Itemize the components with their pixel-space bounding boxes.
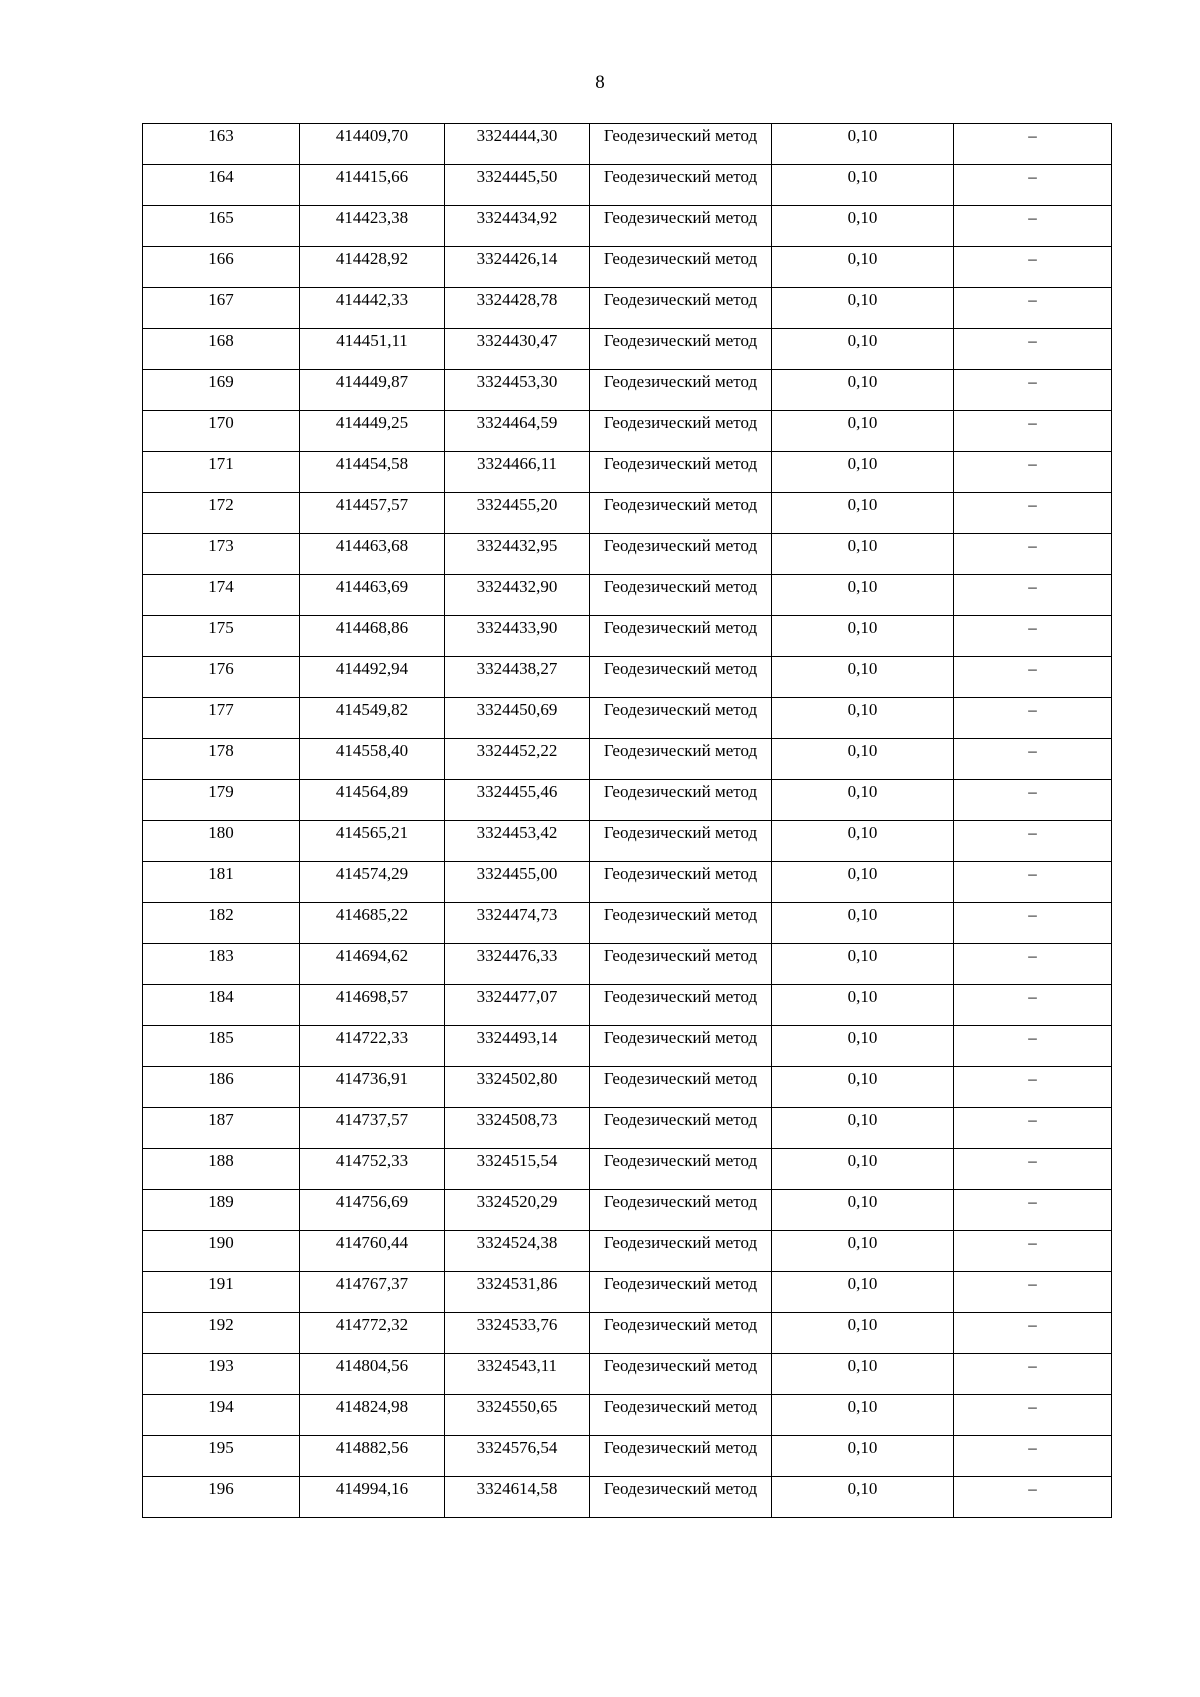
accuracy-cell: 0,10 [772, 1436, 954, 1477]
accuracy-cell: 0,10 [772, 1313, 954, 1354]
table-row [143, 821, 1112, 862]
y-coordinate-cell: 3324466,11 [445, 452, 590, 493]
point-number-cell: 190 [143, 1231, 300, 1272]
method-cell: Геодезический метод [590, 1477, 772, 1518]
point-number-cell: 180 [143, 821, 300, 862]
method-cell: Геодезический метод [590, 411, 772, 452]
note-cell: – [954, 944, 1112, 985]
y-coordinate-cell: 3324428,78 [445, 288, 590, 329]
x-coordinate-cell: 414824,98 [300, 1395, 445, 1436]
x-coordinate-cell: 414574,29 [300, 862, 445, 903]
table-row [143, 206, 1112, 247]
x-coordinate-cell: 414463,69 [300, 575, 445, 616]
method-cell: Геодезический метод [590, 780, 772, 821]
note-cell: – [954, 1395, 1112, 1436]
method-cell: Геодезический метод [590, 903, 772, 944]
x-coordinate-cell: 414449,87 [300, 370, 445, 411]
y-coordinate-cell: 3324533,76 [445, 1313, 590, 1354]
y-coordinate-cell: 3324474,73 [445, 903, 590, 944]
point-number-cell: 189 [143, 1190, 300, 1231]
note-cell: – [954, 985, 1112, 1026]
x-coordinate-cell: 414463,68 [300, 534, 445, 575]
y-coordinate-cell: 3324502,80 [445, 1067, 590, 1108]
point-number-cell: 178 [143, 739, 300, 780]
x-coordinate-cell: 414698,57 [300, 985, 445, 1026]
x-coordinate-cell: 414756,69 [300, 1190, 445, 1231]
point-number-cell: 185 [143, 1026, 300, 1067]
y-coordinate-cell: 3324614,58 [445, 1477, 590, 1518]
x-coordinate-cell: 414423,38 [300, 206, 445, 247]
note-cell: – [954, 534, 1112, 575]
note-cell: – [954, 780, 1112, 821]
table-row [143, 329, 1112, 370]
table-row [143, 1395, 1112, 1436]
point-number-cell: 195 [143, 1436, 300, 1477]
note-cell: – [954, 452, 1112, 493]
accuracy-cell: 0,10 [772, 657, 954, 698]
note-cell: – [954, 1149, 1112, 1190]
table-row [143, 1272, 1112, 1313]
x-coordinate-cell: 414760,44 [300, 1231, 445, 1272]
note-cell: – [954, 1190, 1112, 1231]
accuracy-cell: 0,10 [772, 862, 954, 903]
point-number-cell: 171 [143, 452, 300, 493]
note-cell: – [954, 1067, 1112, 1108]
table-row [143, 1354, 1112, 1395]
table-row [143, 780, 1112, 821]
y-coordinate-cell: 3324576,54 [445, 1436, 590, 1477]
accuracy-cell: 0,10 [772, 903, 954, 944]
y-coordinate-cell: 3324477,07 [445, 985, 590, 1026]
method-cell: Геодезический метод [590, 1190, 772, 1231]
y-coordinate-cell: 3324430,47 [445, 329, 590, 370]
table-row [143, 657, 1112, 698]
y-coordinate-cell: 3324444,30 [445, 124, 590, 165]
note-cell: – [954, 1231, 1112, 1272]
y-coordinate-cell: 3324515,54 [445, 1149, 590, 1190]
y-coordinate-cell: 3324476,33 [445, 944, 590, 985]
x-coordinate-cell: 414428,92 [300, 247, 445, 288]
y-coordinate-cell: 3324455,00 [445, 862, 590, 903]
method-cell: Геодезический метод [590, 1026, 772, 1067]
accuracy-cell: 0,10 [772, 124, 954, 165]
point-number-cell: 169 [143, 370, 300, 411]
note-cell: – [954, 124, 1112, 165]
y-coordinate-cell: 3324452,22 [445, 739, 590, 780]
point-number-cell: 167 [143, 288, 300, 329]
accuracy-cell: 0,10 [772, 411, 954, 452]
y-coordinate-cell: 3324426,14 [445, 247, 590, 288]
note-cell: – [954, 739, 1112, 780]
method-cell: Геодезический метод [590, 985, 772, 1026]
x-coordinate-cell: 414468,86 [300, 616, 445, 657]
table-row [143, 985, 1112, 1026]
method-cell: Геодезический метод [590, 247, 772, 288]
note-cell: – [954, 1272, 1112, 1313]
method-cell: Геодезический метод [590, 821, 772, 862]
x-coordinate-cell: 414767,37 [300, 1272, 445, 1313]
x-coordinate-cell: 414457,57 [300, 493, 445, 534]
note-cell: – [954, 862, 1112, 903]
x-coordinate-cell: 414737,57 [300, 1108, 445, 1149]
accuracy-cell: 0,10 [772, 1067, 954, 1108]
y-coordinate-cell: 3324531,86 [445, 1272, 590, 1313]
accuracy-cell: 0,10 [772, 1231, 954, 1272]
method-cell: Геодезический метод [590, 329, 772, 370]
note-cell: – [954, 165, 1112, 206]
x-coordinate-cell: 414492,94 [300, 657, 445, 698]
table-row [143, 370, 1112, 411]
note-cell: – [954, 329, 1112, 370]
table-row [143, 862, 1112, 903]
note-cell: – [954, 493, 1112, 534]
y-coordinate-cell: 3324453,42 [445, 821, 590, 862]
point-number-cell: 173 [143, 534, 300, 575]
x-coordinate-cell: 414685,22 [300, 903, 445, 944]
table-row [143, 1067, 1112, 1108]
point-number-cell: 179 [143, 780, 300, 821]
method-cell: Геодезический метод [590, 452, 772, 493]
x-coordinate-cell: 414442,33 [300, 288, 445, 329]
y-coordinate-cell: 3324455,46 [445, 780, 590, 821]
table-row [143, 1026, 1112, 1067]
note-cell: – [954, 821, 1112, 862]
y-coordinate-cell: 3324450,69 [445, 698, 590, 739]
method-cell: Геодезический метод [590, 288, 772, 329]
method-cell: Геодезический метод [590, 165, 772, 206]
table-row [143, 165, 1112, 206]
x-coordinate-cell: 414772,32 [300, 1313, 445, 1354]
point-number-cell: 176 [143, 657, 300, 698]
x-coordinate-cell: 414564,89 [300, 780, 445, 821]
accuracy-cell: 0,10 [772, 1026, 954, 1067]
point-number-cell: 168 [143, 329, 300, 370]
x-coordinate-cell: 414994,16 [300, 1477, 445, 1518]
y-coordinate-cell: 3324520,29 [445, 1190, 590, 1231]
table-row [143, 1149, 1112, 1190]
table-row [143, 1231, 1112, 1272]
point-number-cell: 188 [143, 1149, 300, 1190]
method-cell: Геодезический метод [590, 575, 772, 616]
note-cell: – [954, 1436, 1112, 1477]
x-coordinate-cell: 414722,33 [300, 1026, 445, 1067]
accuracy-cell: 0,10 [772, 1272, 954, 1313]
point-number-cell: 192 [143, 1313, 300, 1354]
accuracy-cell: 0,10 [772, 821, 954, 862]
y-coordinate-cell: 3324493,14 [445, 1026, 590, 1067]
point-number-cell: 194 [143, 1395, 300, 1436]
point-number-cell: 184 [143, 985, 300, 1026]
x-coordinate-cell: 414804,56 [300, 1354, 445, 1395]
method-cell: Геодезический метод [590, 1067, 772, 1108]
accuracy-cell: 0,10 [772, 247, 954, 288]
note-cell: – [954, 1108, 1112, 1149]
accuracy-cell: 0,10 [772, 1149, 954, 1190]
y-coordinate-cell: 3324524,38 [445, 1231, 590, 1272]
method-cell: Геодезический метод [590, 1395, 772, 1436]
coordinates-table [142, 123, 1112, 1518]
y-coordinate-cell: 3324508,73 [445, 1108, 590, 1149]
accuracy-cell: 0,10 [772, 452, 954, 493]
point-number-cell: 163 [143, 124, 300, 165]
note-cell: – [954, 575, 1112, 616]
note-cell: – [954, 903, 1112, 944]
note-cell: – [954, 247, 1112, 288]
method-cell: Геодезический метод [590, 862, 772, 903]
table-row [143, 1436, 1112, 1477]
x-coordinate-cell: 414549,82 [300, 698, 445, 739]
method-cell: Геодезический метод [590, 1272, 772, 1313]
x-coordinate-cell: 414565,21 [300, 821, 445, 862]
point-number-cell: 187 [143, 1108, 300, 1149]
point-number-cell: 193 [143, 1354, 300, 1395]
method-cell: Геодезический метод [590, 1313, 772, 1354]
y-coordinate-cell: 3324438,27 [445, 657, 590, 698]
table-row [143, 124, 1112, 165]
method-cell: Геодезический метод [590, 534, 772, 575]
point-number-cell: 172 [143, 493, 300, 534]
point-number-cell: 181 [143, 862, 300, 903]
table-row [143, 1477, 1112, 1518]
table-row [143, 698, 1112, 739]
note-cell: – [954, 657, 1112, 698]
y-coordinate-cell: 3324434,92 [445, 206, 590, 247]
accuracy-cell: 0,10 [772, 575, 954, 616]
accuracy-cell: 0,10 [772, 698, 954, 739]
table-row [143, 247, 1112, 288]
note-cell: – [954, 1354, 1112, 1395]
table-row [143, 739, 1112, 780]
y-coordinate-cell: 3324543,11 [445, 1354, 590, 1395]
table-row [143, 288, 1112, 329]
table-row [143, 1190, 1112, 1231]
accuracy-cell: 0,10 [772, 1190, 954, 1231]
table-row [143, 534, 1112, 575]
method-cell: Геодезический метод [590, 1436, 772, 1477]
y-coordinate-cell: 3324432,90 [445, 575, 590, 616]
y-coordinate-cell: 3324455,20 [445, 493, 590, 534]
accuracy-cell: 0,10 [772, 288, 954, 329]
method-cell: Геодезический метод [590, 1231, 772, 1272]
note-cell: – [954, 411, 1112, 452]
accuracy-cell: 0,10 [772, 1395, 954, 1436]
accuracy-cell: 0,10 [772, 370, 954, 411]
x-coordinate-cell: 414454,58 [300, 452, 445, 493]
table-row [143, 411, 1112, 452]
method-cell: Геодезический метод [590, 124, 772, 165]
method-cell: Геодезический метод [590, 616, 772, 657]
method-cell: Геодезический метод [590, 657, 772, 698]
point-number-cell: 186 [143, 1067, 300, 1108]
point-number-cell: 177 [143, 698, 300, 739]
page-number: 8 [595, 72, 605, 93]
x-coordinate-cell: 414415,66 [300, 165, 445, 206]
x-coordinate-cell: 414451,11 [300, 329, 445, 370]
table-row [143, 1313, 1112, 1354]
note-cell: – [954, 1313, 1112, 1354]
accuracy-cell: 0,10 [772, 739, 954, 780]
method-cell: Геодезический метод [590, 739, 772, 780]
x-coordinate-cell: 414752,33 [300, 1149, 445, 1190]
note-cell: – [954, 370, 1112, 411]
accuracy-cell: 0,10 [772, 493, 954, 534]
x-coordinate-cell: 414694,62 [300, 944, 445, 985]
table-row [143, 903, 1112, 944]
x-coordinate-cell: 414736,91 [300, 1067, 445, 1108]
y-coordinate-cell: 3324433,90 [445, 616, 590, 657]
accuracy-cell: 0,10 [772, 329, 954, 370]
y-coordinate-cell: 3324432,95 [445, 534, 590, 575]
table-row [143, 493, 1112, 534]
accuracy-cell: 0,10 [772, 534, 954, 575]
point-number-cell: 191 [143, 1272, 300, 1313]
method-cell: Геодезический метод [590, 1108, 772, 1149]
table-row [143, 452, 1112, 493]
coordinates-table-body [143, 124, 1112, 1518]
x-coordinate-cell: 414409,70 [300, 124, 445, 165]
method-cell: Геодезический метод [590, 1354, 772, 1395]
accuracy-cell: 0,10 [772, 985, 954, 1026]
note-cell: – [954, 1477, 1112, 1518]
y-coordinate-cell: 3324550,65 [445, 1395, 590, 1436]
y-coordinate-cell: 3324445,50 [445, 165, 590, 206]
y-coordinate-cell: 3324453,30 [445, 370, 590, 411]
note-cell: – [954, 616, 1112, 657]
point-number-cell: 182 [143, 903, 300, 944]
point-number-cell: 165 [143, 206, 300, 247]
point-number-cell: 175 [143, 616, 300, 657]
method-cell: Геодезический метод [590, 698, 772, 739]
accuracy-cell: 0,10 [772, 1108, 954, 1149]
point-number-cell: 196 [143, 1477, 300, 1518]
accuracy-cell: 0,10 [772, 1477, 954, 1518]
method-cell: Геодезический метод [590, 493, 772, 534]
method-cell: Геодезический метод [590, 370, 772, 411]
method-cell: Геодезический метод [590, 1149, 772, 1190]
point-number-cell: 183 [143, 944, 300, 985]
method-cell: Геодезический метод [590, 206, 772, 247]
table-row [143, 1108, 1112, 1149]
note-cell: – [954, 288, 1112, 329]
x-coordinate-cell: 414558,40 [300, 739, 445, 780]
accuracy-cell: 0,10 [772, 1354, 954, 1395]
accuracy-cell: 0,10 [772, 944, 954, 985]
accuracy-cell: 0,10 [772, 206, 954, 247]
table-row [143, 944, 1112, 985]
note-cell: – [954, 698, 1112, 739]
accuracy-cell: 0,10 [772, 165, 954, 206]
accuracy-cell: 0,10 [772, 780, 954, 821]
table-row [143, 616, 1112, 657]
point-number-cell: 166 [143, 247, 300, 288]
note-cell: – [954, 1026, 1112, 1067]
method-cell: Геодезический метод [590, 944, 772, 985]
point-number-cell: 170 [143, 411, 300, 452]
note-cell: – [954, 206, 1112, 247]
table-row [143, 575, 1112, 616]
y-coordinate-cell: 3324464,59 [445, 411, 590, 452]
point-number-cell: 164 [143, 165, 300, 206]
accuracy-cell: 0,10 [772, 616, 954, 657]
point-number-cell: 174 [143, 575, 300, 616]
x-coordinate-cell: 414449,25 [300, 411, 445, 452]
x-coordinate-cell: 414882,56 [300, 1436, 445, 1477]
